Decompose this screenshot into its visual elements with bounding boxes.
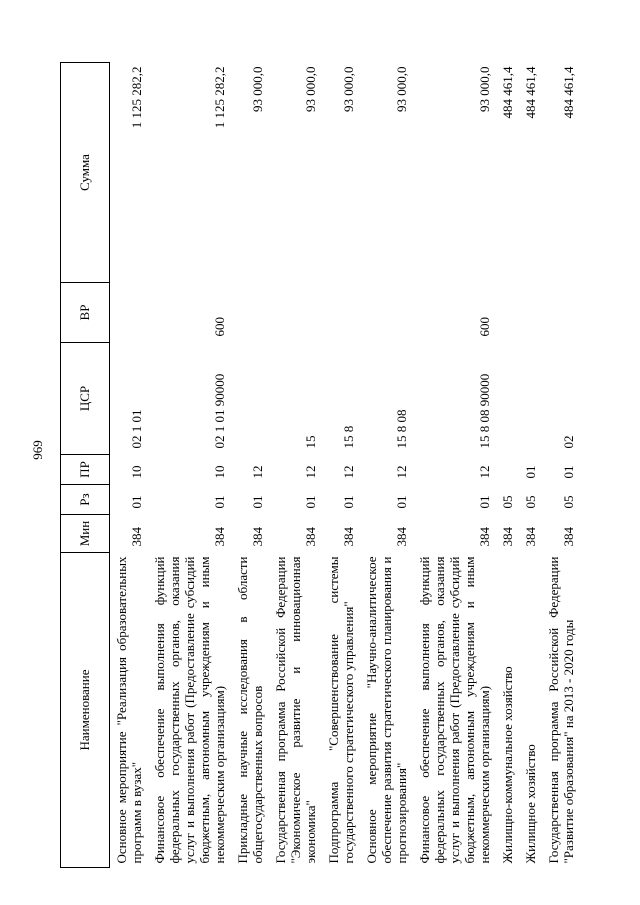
row-pr: 12 xyxy=(250,465,265,479)
row-csr xyxy=(231,343,269,455)
row-min: 384 xyxy=(523,527,538,547)
row-csr xyxy=(496,343,519,455)
row-pr: 01 xyxy=(561,465,576,479)
budget-table xyxy=(60,62,580,868)
table-row xyxy=(542,63,580,868)
row-name: Финансовое обеспечение выполнения функций федеральных государственных органов, оказания услуг и выполнения работ (Предоставление субсидий бюджетным, автономным учреждениям и иным некоммерческим организациям) xyxy=(417,556,492,864)
row-vr xyxy=(519,283,542,343)
header-pr: ПР xyxy=(61,455,110,485)
table-row xyxy=(110,63,149,868)
row-name: Прикладные научные исследования в области общегосударственных вопросов xyxy=(235,556,265,864)
table-row xyxy=(496,63,519,868)
row-min: 384 xyxy=(129,527,144,547)
row-name: Жилищное хозяйство xyxy=(523,744,538,864)
page-number: 969 xyxy=(30,440,45,460)
row-vr xyxy=(269,283,322,343)
row-csr: 15 8 xyxy=(341,425,356,449)
rotated-table-container xyxy=(60,63,600,868)
row-min: 384 xyxy=(212,527,227,547)
table-header-row xyxy=(61,63,110,868)
row-rz: 01 xyxy=(477,495,492,509)
row-rz: 01 xyxy=(129,495,144,509)
row-rz: 05 xyxy=(561,495,576,509)
row-rz: 01 xyxy=(212,495,227,509)
row-min: 384 xyxy=(477,527,492,547)
row-csr: 15 xyxy=(303,435,318,449)
row-vr: 600 xyxy=(477,317,492,337)
header-sum: Сумма xyxy=(61,63,110,283)
row-vr xyxy=(360,283,413,343)
row-vr xyxy=(322,283,360,343)
row-vr xyxy=(231,283,269,343)
row-sum: 93 000,0 xyxy=(250,66,265,112)
row-sum: 93 000,0 xyxy=(303,66,318,112)
row-name: Основное мероприятие "Реализация образовательных программ в вузах" xyxy=(114,556,144,864)
header-name: Наименование xyxy=(61,553,110,868)
row-min: 384 xyxy=(341,527,356,547)
row-rz: 01 xyxy=(303,495,318,509)
row-vr: 600 xyxy=(212,317,227,337)
row-vr xyxy=(496,283,519,343)
row-name: Государственная программа Российской Федерации "Экономическое развитие и инновационная экономика" xyxy=(273,556,318,864)
table-row xyxy=(413,63,496,868)
row-sum: 93 000,0 xyxy=(477,66,492,112)
row-vr xyxy=(110,283,149,343)
row-sum: 1 125 282,2 xyxy=(129,66,144,129)
header-rz: Рз xyxy=(61,485,110,515)
header-vr: ВР xyxy=(61,283,110,343)
row-rz: 01 xyxy=(341,495,356,509)
row-csr: 02 1 01 xyxy=(129,409,144,449)
row-name: Финансовое обеспечение выполнения функций федеральных государственных органов, оказания услуг и выполнения работ (Предоставление субсидий бюджетным, автономным учреждениям и иным некоммерческим организациям) xyxy=(152,556,227,864)
row-sum: 484 461,4 xyxy=(500,66,515,119)
row-min: 384 xyxy=(561,527,576,547)
row-sum: 93 000,0 xyxy=(341,66,356,112)
table-row xyxy=(231,63,269,868)
row-rz: 01 xyxy=(250,495,265,509)
row-csr: 02 xyxy=(561,435,576,449)
row-csr: 15 8 08 xyxy=(394,409,409,449)
row-name: Жилищно-коммунальное хозяйство xyxy=(500,666,515,864)
row-csr: 02 1 01 90000 xyxy=(212,373,227,449)
row-pr: 10 xyxy=(212,465,227,479)
row-name: Государственная программа Российской Федерации "Развитие образования" на 2013 - 2020 годы xyxy=(546,556,576,864)
header-csr: ЦСР xyxy=(61,343,110,455)
row-csr xyxy=(519,343,542,455)
table-row xyxy=(360,63,413,868)
row-csr: 15 8 08 90000 xyxy=(477,373,492,449)
row-min: 384 xyxy=(303,527,318,547)
row-name: Основное мероприятие "Научно-аналитическое обеспечение развития стратегического планирования и прогнозирования" xyxy=(364,556,409,864)
row-rz: 01 xyxy=(394,495,409,509)
row-pr: 01 xyxy=(523,465,538,479)
table-row xyxy=(269,63,322,868)
row-rz: 05 xyxy=(523,495,538,509)
row-name: Подпрограмма "Совершенствование системы государственного стратегического управления" xyxy=(326,556,356,864)
table-row xyxy=(148,63,231,868)
row-sum: 1 125 282,2 xyxy=(212,66,227,129)
row-sum: 93 000,0 xyxy=(394,66,409,112)
row-rz: 05 xyxy=(500,495,515,509)
table-row xyxy=(519,63,542,868)
row-pr: 10 xyxy=(129,465,144,479)
header-min: Мин xyxy=(61,515,110,553)
table-row xyxy=(322,63,360,868)
row-pr: 12 xyxy=(477,465,492,479)
row-min: 384 xyxy=(250,527,265,547)
row-pr: 12 xyxy=(394,465,409,479)
row-min: 384 xyxy=(394,527,409,547)
row-sum: 484 461,4 xyxy=(561,66,576,119)
row-pr: 12 xyxy=(341,465,356,479)
row-min: 384 xyxy=(500,527,515,547)
row-sum: 484 461,4 xyxy=(523,66,538,119)
row-pr: 12 xyxy=(303,465,318,479)
row-vr xyxy=(542,283,580,343)
row-pr xyxy=(496,455,519,485)
